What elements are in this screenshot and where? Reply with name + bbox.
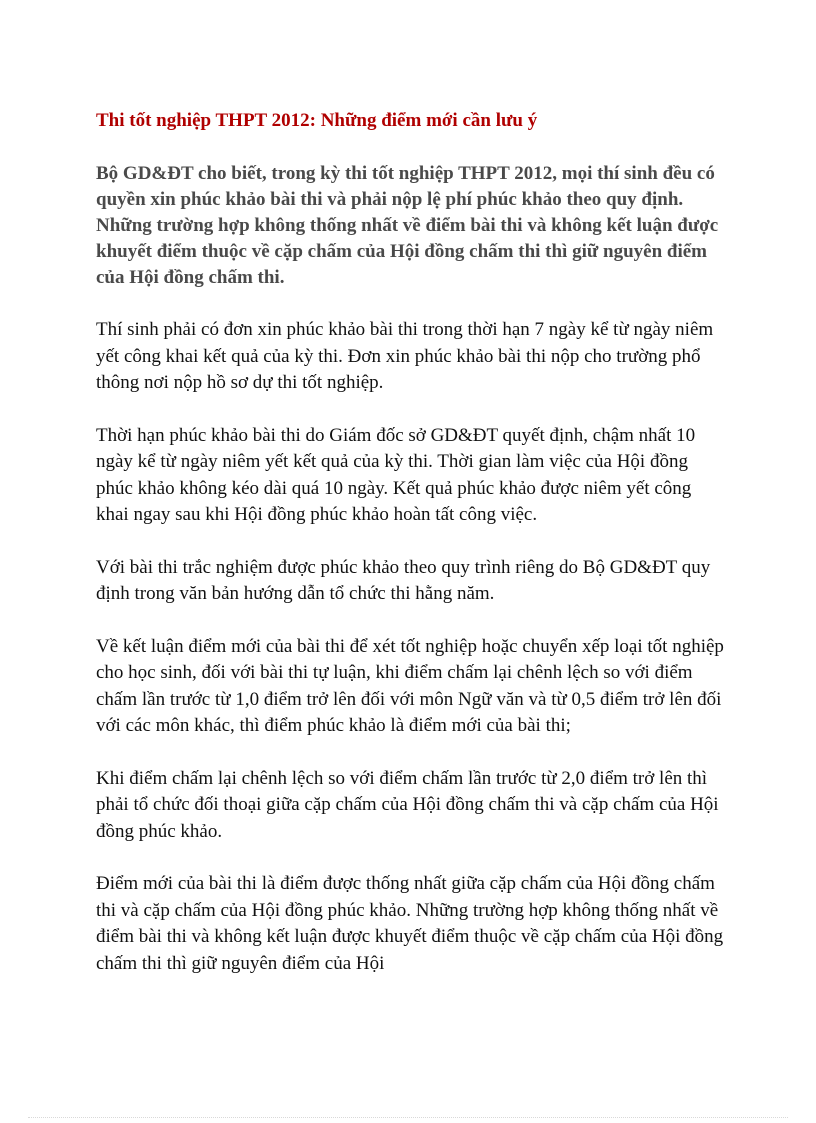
article-lead: Bộ GD&ĐT cho biết, trong kỳ thi tốt nghiệp THPT 2012, mọi thí sinh đều có quyền xin phúc khảo bài thi và phải nộp lệ phí phúc khảo theo quy định. Những trường hợp không thống nhất về điểm bài thi và không kết luận được khuyết điểm thuộc về cặp chấm của Hội đồng chấm thi thì giữ nguyên điểm của Hội đồng chấm thi. [96, 163, 719, 288]
paragraph-deadline: Thí sinh phải có đơn xin phúc khảo bài thi trong thời hạn 7 ngày kể từ ngày niêm yết công khai kết quả của kỳ thi. Đơn xin phúc khảo bài thi nộp cho trường phổ thông nơi nộp hồ sơ dự thi tốt nghiệp. [96, 319, 714, 393]
paragraph-dialogue: Khi điểm chấm lại chênh lệch so với điểm chấm lần trước từ 2,0 điểm trở lên thì phải tổ chức đối thoại giữa cặp chấm của Hội đồng chấm thi và cặp chấm của Hội đồng phúc khảo. [96, 767, 719, 842]
article-title: Thi tốt nghiệp THPT 2012: Những điểm mới cần lưu ý [96, 110, 538, 131]
paragraph-final-score: Điểm mới của bài thi là điểm được thống nhất giữa cặp chấm của Hội đồng chấm thi và cặp chấm của Hội đồng phúc khảo. Những trường hợp không thống nhất về điểm bài thi và không kết luận được khuyết điểm thuộc về cặp chấm của Hội đồng chấm thi thì giữ nguyên điểm của Hội [96, 873, 724, 974]
paragraph-review-period: Thời hạn phúc khảo bài thi do Giám đốc sở GD&ĐT quyết định, chậm nhất 10 ngày kể từ ngày niêm yết kết quả của kỳ thi. Thời gian làm việc của Hội đồng phúc khảo không kéo dài quá 10 ngày. Kết quả phúc khảo được niêm yết công khai ngay sau khi Hội đồng phúc khảo hoàn tất công việc. [96, 424, 696, 525]
paragraph-multiple-choice: Với bài thi trắc nghiệm được phúc khảo theo quy trình riêng do Bộ GD&ĐT quy định trong văn bản hướng dẫn tổ chức thi hằng năm. [96, 556, 711, 604]
page-bottom-divider [28, 1117, 788, 1118]
paragraph-new-score-rule: Về kết luận điểm mới của bài thi để xét tốt nghiệp hoặc chuyển xếp loại tốt nghiệp cho học sinh, đối với bài thi tự luận, khi điểm chấm lại chênh lệch so với điểm chấm lần trước từ 1,0 điểm trở lên đối với môn Ngữ văn và từ 0,5 điểm trở lên đối với các môn khác, thì điểm phúc khảo là điểm mới của bài thi; [96, 635, 724, 736]
article-body [96, 108, 726, 1003]
